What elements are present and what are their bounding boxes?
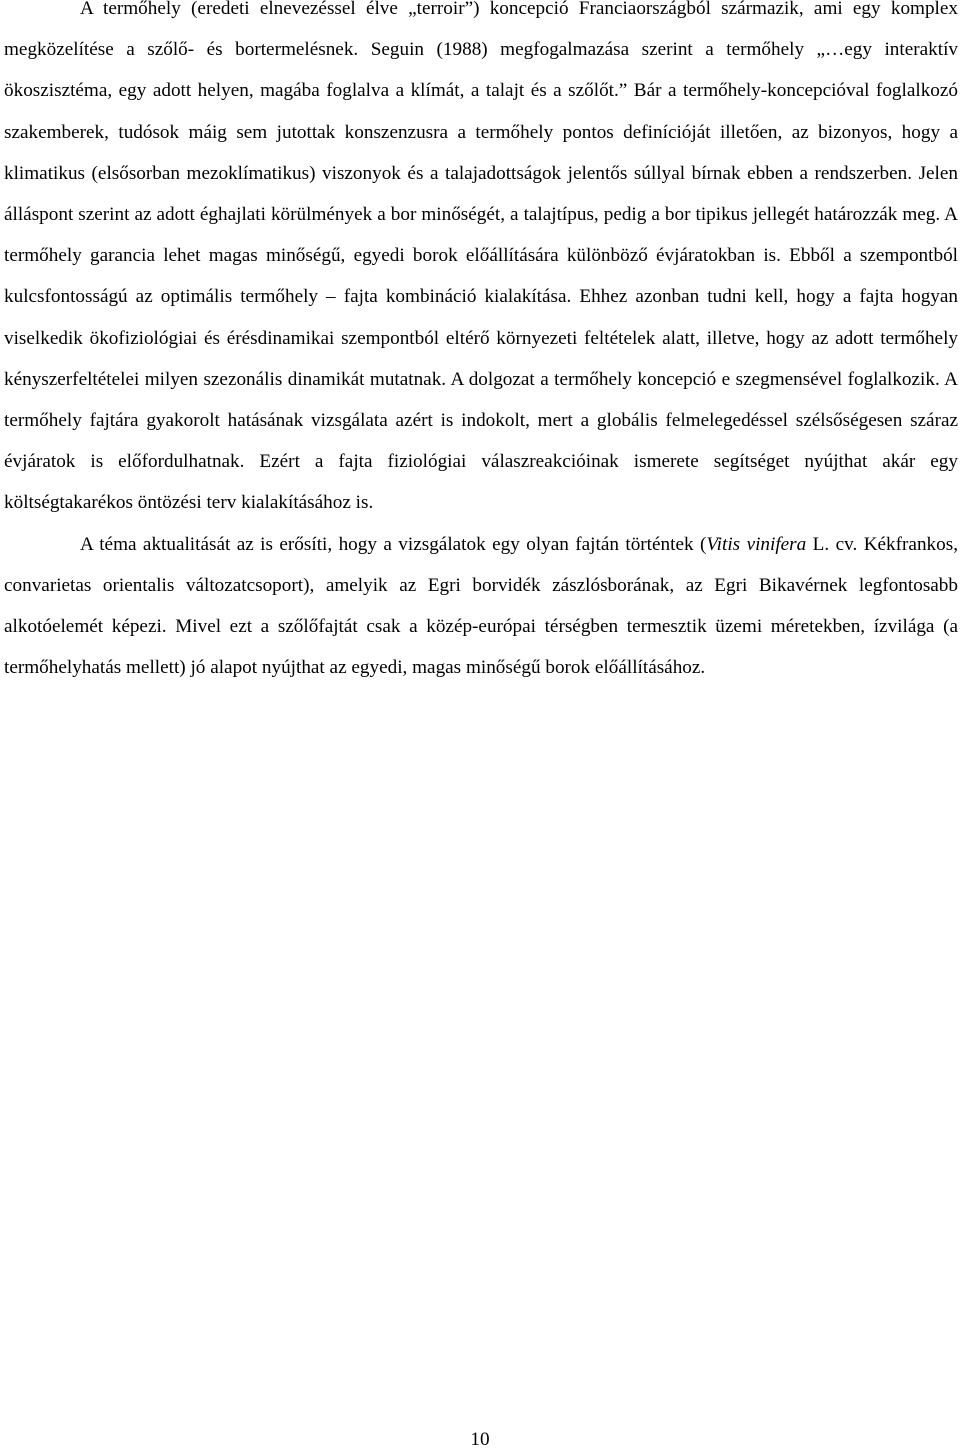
- document-page: [4, 0, 958, 688]
- paragraph-topic-text-end: L. cv. Kékfrankos, convarietas orientalis változatcsoport), amelyik az Egri borvidék zászlósborának, az Egri Bikavérnek legfontosabb alkotóelemét képezi. Mivel ezt a szőlőfajtát csak a közép-európai térségben termesztik üzemi méretekben, ízvilága (a termőhelyhatás mellett) jó alapot nyújthat az egyedi, magas minőségű borok előállításához.: [4, 533, 958, 679]
- paragraph-terroir-intro: [4, 0, 958, 524]
- paragraph-topic-text-start: A téma aktualitását az is erősíti, hogy a vizsgálatok egy olyan fajtán történtek (: [80, 533, 707, 555]
- species-name-italic: Vitis vinifera: [706, 533, 807, 555]
- paragraph-topic-relevance: [4, 524, 958, 689]
- page-number: 10: [470, 1429, 490, 1450]
- paragraph-terroir-intro-text: A termőhely (eredeti elnevezéssel élve „terroir”) koncepció Franciaországból származik, ami egy komplex megközelítése a szőlő- és bortermelésnek. Seguin (1988) megfogalmazása szerint a termőhely „…egy interaktív ökoszisztéma, egy adott helyen, magába foglalva a klímát, a talajt és a szőlőt.” Bár a termőhely-koncepcióval foglalkozó szakemberek, tudósok máig sem jutottak konszenzusra a termőhely pontos definícióját illetően, az bizonyos, hogy a klimatikus (elsősorban mezoklímatikus) viszonyok és a talajadottságok jelentős súllyal bírnak ebben a rendszerben. Jelen álláspont szerint az adott éghajlati körülmények a bor minőségét, a talajtípus, pedig a bor tipikus jellegét határozzák meg. A termőhely garancia lehet magas minőségű, egyedi borok előállítására különböző évjáratokban is. Ebből a szempontból kulcsfontosságú az optimális termőhely – fajta kombináció kialakítása. Ehhez azonban tudni kell, hogy a fajta hogyan viselkedik ökofiziológiai és érésdinamikai szempontból eltérő környezeti feltételek alatt, illetve, hogy az adott termőhely kényszerfeltételei milyen szezonális dinamikát mutatnak. A dolgozat a termőhely koncepció e szegmensével foglalkozik. A termőhely fajtára gyakorolt hatásának vizsgálata azért is indokolt, mert a globális felmelegedéssel szélsőségesen száraz évjáratok is előfordulhatnak. Ezért a fajta fiziológiai válaszreakcióinak ismerete segítséget nyújthat akár egy költségtakarékos öntözési terv kialakításához is.: [4, 0, 958, 514]
